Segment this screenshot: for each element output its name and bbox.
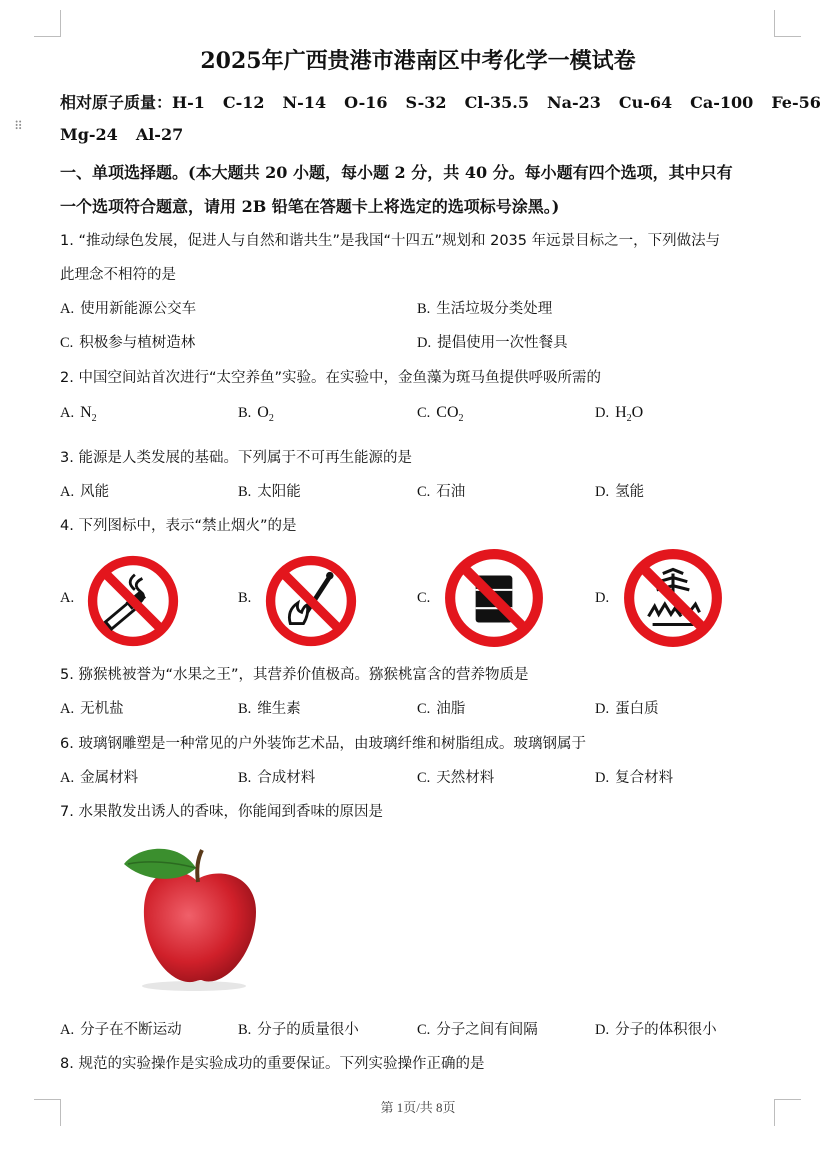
- no-barrel-icon: [443, 547, 545, 649]
- atomic-mass-line-1: [60, 90, 836, 113]
- mass-item: N-14: [282, 93, 327, 112]
- question-1-text: 1. “推动绿色发展，促进人与自然和谐共生”是我国“十四五”规划和 2035 年远景目标之一，下列做法与: [60, 233, 721, 249]
- section-header-line-1: 一、单项选择题。(本大题共 20 小题，每小题 2 分，共 40 分。每小题有四个选项，其中只有: [60, 163, 733, 182]
- question-2-text: 2. 中国空间站首次进行“太空养鱼”实验。在实验中，金鱼藻为斑马鱼提供呼吸所需的: [60, 370, 601, 386]
- q5-option-a[interactable]: A. 无机盐: [60, 701, 124, 717]
- q5-option-b[interactable]: B. 维生素: [238, 701, 301, 717]
- q3-option-c[interactable]: C. 石油: [417, 484, 466, 500]
- mass-item: Mg-24: [60, 125, 118, 144]
- question-8-text: 8. 规范的实验操作是实验成功的重要保证。下列实验操作正确的是: [60, 1056, 485, 1072]
- q2-option-d[interactable]: D. $H_2O$: [595, 404, 644, 425]
- q7-option-a[interactable]: A. 分子在不断运动: [60, 1022, 182, 1038]
- question-1-text-cont: 此理念不相符的是: [60, 267, 176, 283]
- mass-item: C-12: [222, 93, 265, 112]
- q2-option-b[interactable]: B. $O_2$: [238, 404, 274, 425]
- crop-mark-top-left: [34, 10, 61, 37]
- mass-item: Al-27: [135, 125, 184, 144]
- q6-option-d[interactable]: D. 复合材料: [595, 770, 674, 786]
- q7-option-c[interactable]: C. 分子之间有间隔: [417, 1022, 538, 1038]
- q3-option-a[interactable]: A. 风能: [60, 484, 110, 500]
- no-fire-icon: [264, 554, 358, 648]
- mass-item: Cl-35.5: [464, 93, 529, 112]
- question-5-text: 5. 猕猴桃被誉为“水果之王”，其营养价值极高。猕猴桃富含的营养物质是: [60, 667, 529, 683]
- q5-option-c[interactable]: C. 油脂: [417, 701, 466, 717]
- q3-option-b[interactable]: B. 太阳能: [238, 484, 301, 500]
- question-4-text: 4. 下列图标中，表示“禁止烟火”的是: [60, 518, 297, 534]
- page-footer: 第 1页/共 8页: [380, 1100, 456, 1115]
- section-header-line-2: 一个选项符合题意，请用 2B 铅笔在答题卡上将选定的选项标号涂黑。): [60, 197, 560, 216]
- q6-option-b[interactable]: B. 合成材料: [238, 770, 316, 786]
- question-7-text: 7. 水果散发出诱人的香味，你能闻到香味的原因是: [60, 804, 383, 820]
- drag-handle-icon[interactable]: ⠿: [14, 119, 24, 133]
- q4-option-c[interactable]: C.: [417, 590, 431, 606]
- mass-item: Fe-56: [771, 93, 821, 112]
- atomic-mass-label: 相对原子质量：: [60, 93, 173, 112]
- mass-item: O-16: [344, 93, 388, 112]
- q7-option-b[interactable]: B. 分子的质量很小: [238, 1022, 359, 1038]
- q1-option-a[interactable]: A. 使用新能源公交车: [60, 301, 197, 317]
- q1-option-c[interactable]: C. 积极参与植树造林: [60, 335, 196, 351]
- q2-option-a[interactable]: A. $N_2$: [60, 404, 97, 425]
- mass-item: Ca-100: [690, 93, 754, 112]
- page-title: 2025年广西贵港市港南区中考化学一模试卷: [200, 48, 636, 74]
- q4-option-b[interactable]: B.: [238, 590, 252, 606]
- q6-option-a[interactable]: A. 金属材料: [60, 770, 139, 786]
- q2-option-c[interactable]: C. $CO_2$: [417, 404, 464, 425]
- q7-option-d[interactable]: D. 分子的体积很小: [595, 1022, 717, 1038]
- q4-option-a[interactable]: A.: [60, 590, 75, 606]
- mass-item: S-32: [405, 93, 447, 112]
- atomic-mass-line-2: [60, 125, 201, 144]
- question-6-text: 6. 玻璃钢雕塑是一种常见的户外装饰艺术品，由玻璃纤维和树脂组成。玻璃钢属于: [60, 736, 586, 752]
- no-forest-fire-icon: [622, 547, 724, 649]
- mass-item: Cu-64: [618, 93, 673, 112]
- mass-item: H-1: [172, 93, 205, 112]
- q6-option-c[interactable]: C. 天然材料: [417, 770, 495, 786]
- q1-option-d[interactable]: D. 提倡使用一次性餐具: [417, 335, 568, 351]
- q5-option-d[interactable]: D. 蛋白质: [595, 701, 659, 717]
- crop-mark-top-right: [774, 10, 801, 37]
- q3-option-d[interactable]: D. 氢能: [595, 484, 645, 500]
- q1-option-b[interactable]: B. 生活垃圾分类处理: [417, 301, 553, 317]
- question-3-text: 3. 能源是人类发展的基础。下列属于不可再生能源的是: [60, 450, 412, 466]
- apple-image: [118, 838, 268, 993]
- mass-item: Na-23: [546, 93, 601, 112]
- no-smoking-icon: [86, 554, 180, 648]
- q4-option-d[interactable]: D.: [595, 590, 610, 606]
